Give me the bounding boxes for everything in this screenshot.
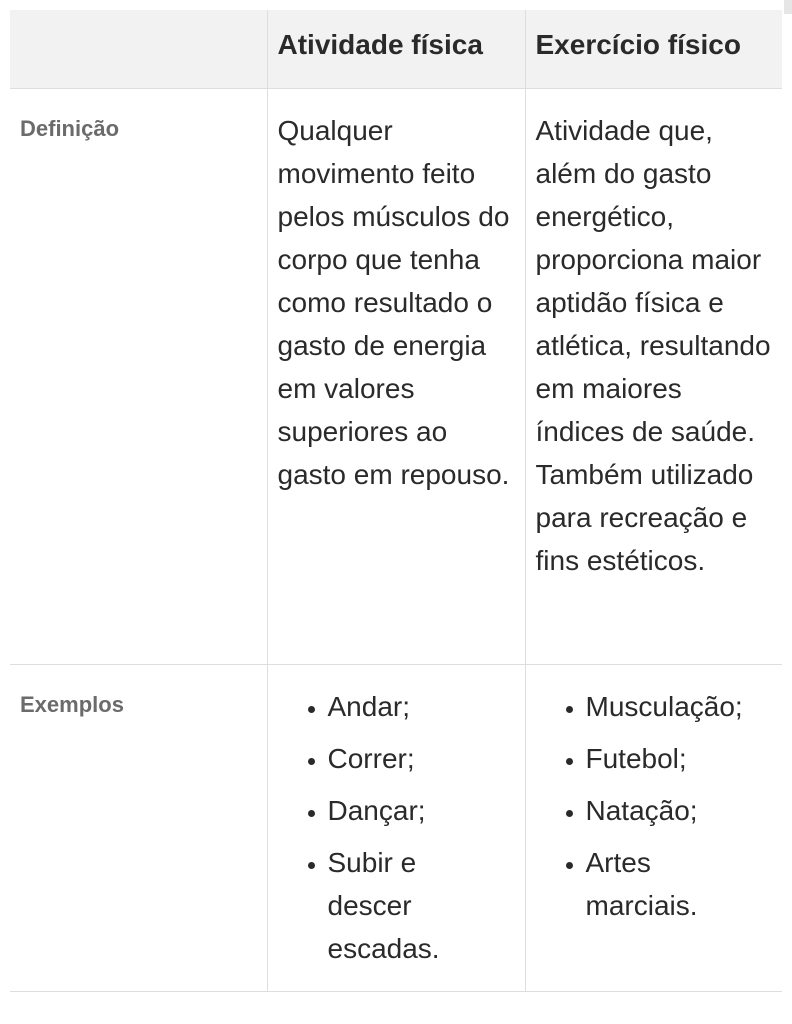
list-item: • Natação; [586,789,773,832]
list-item: • Artes marciais. [586,841,716,927]
header-atividade-fisica: Atividade física [267,10,525,88]
definicao-atividade-cell: Qualquer movimento feito pelos músculos do corpo que tenha como resultado o gasto de energia em valores superiores ao gasto em repouso. [267,88,525,664]
definicao-exercicio-cell: Atividade que, além do gasto energético, proporciona maior aptidão física e atlética, resultando em maiores índices de saúde. Também utilizado para recreação e fins estéticos. [525,88,782,664]
list-item: • Musculação; [586,685,773,728]
atividade-examples-list [278,685,515,970]
comparison-table [10,10,782,992]
exemplos-exercicio-cell [525,664,782,991]
list-item: • Andar; [328,685,515,728]
exemplos-atividade-cell [267,664,525,991]
list-item: • Correr; [328,737,515,780]
list-item: • Futebol; [586,737,773,780]
table-row-exemplos [10,664,782,991]
scrollbar[interactable] [784,0,792,14]
exercicio-examples-list [536,685,773,927]
header-exercicio-fisico: Exercício físico [525,10,782,88]
table-header-row [10,10,782,88]
list-item: • Subir e descer escadas. [328,841,458,970]
list-item: • Dançar; [328,789,515,832]
table-row-definicao [10,88,782,664]
row-label-definicao: Definição [10,88,267,664]
row-label-exemplos: Exemplos [10,664,267,991]
header-empty-cell [10,10,267,88]
